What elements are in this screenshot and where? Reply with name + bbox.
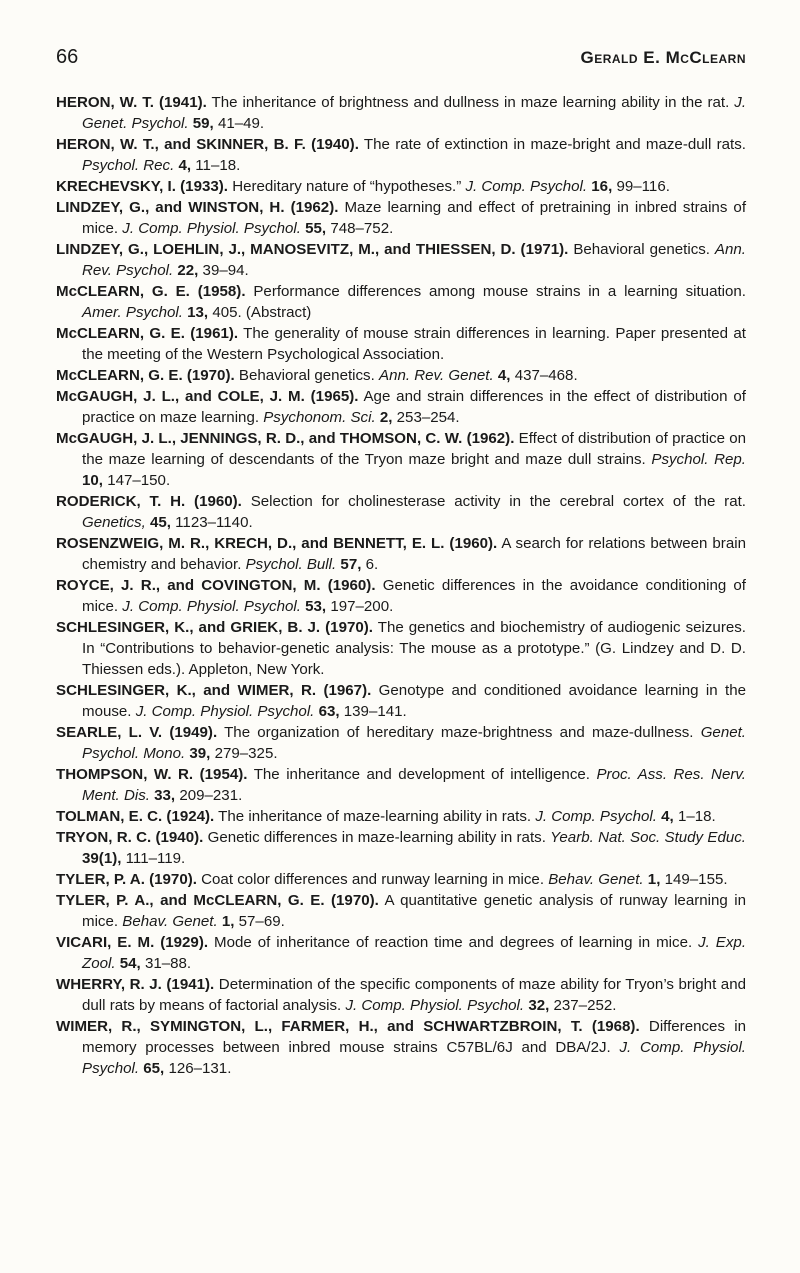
reference-journal: J. Comp. Physiol. Psychol. xyxy=(135,703,315,720)
reference-title: Behavioral genetics. xyxy=(238,367,375,384)
reference-authors: McCLEARN, G. E. xyxy=(56,325,185,342)
reference-title: Determination of the specific components of maze ability for Tryon’s bright and dull rats by means of factorial analysis. xyxy=(82,976,746,1014)
reference-year: (1941). xyxy=(158,94,207,111)
reference-entry xyxy=(56,827,746,869)
reference-year: (1940). xyxy=(155,829,204,846)
reference-title: Mode of inheritance of reaction time and degrees of learning in mice. xyxy=(214,934,693,951)
reference-year: (1970). xyxy=(186,367,235,384)
reference-year: (1924). xyxy=(166,808,215,825)
reference-volume: 57, xyxy=(340,556,362,573)
reference-journal: Yearb. Nat. Soc. Study Educ. xyxy=(550,829,746,846)
reference-title: The inheritance and development of intelligence. xyxy=(253,766,590,783)
reference-entry xyxy=(56,617,746,680)
reference-pages: 437–468. xyxy=(514,367,578,384)
reference-volume: 16, xyxy=(591,178,613,195)
reference-title: Hereditary nature of “hypotheses.” xyxy=(232,178,462,195)
reference-title: The rate of extinction in maze-bright and maze-dull rats. xyxy=(363,136,746,153)
reference-year: (1971). xyxy=(520,241,569,258)
reference-authors: WHERRY, R. J. xyxy=(56,976,162,993)
reference-authors: ROYCE, J. R., and COVINGTON, M. xyxy=(56,577,321,594)
reference-volume: 39(1), xyxy=(82,850,122,867)
reference-pages: 57–69. xyxy=(238,913,285,930)
reference-pages: 279–325. xyxy=(214,745,278,762)
reference-title: Differences in memory processes between inbred mouse strains C57BL/6J and DBA/2J. xyxy=(82,1018,746,1056)
reference-authors: SCHLESINGER, K., and WIMER, R. xyxy=(56,682,317,699)
reference-year: (1970). xyxy=(149,871,197,888)
reference-pages: 237–252. xyxy=(553,997,617,1014)
reference-authors: TOLMAN, E. C. xyxy=(56,808,163,825)
reference-authors: VICARI, E. M. xyxy=(56,934,155,951)
reference-authors: KRECHEVSKY, I. xyxy=(56,178,176,195)
reference-authors: SCHLESINGER, K., and GRIEK, B. J. xyxy=(56,619,321,636)
reference-pages: 126–131. xyxy=(168,1060,232,1077)
reference-volume: 1, xyxy=(221,913,235,930)
reference-volume: 55, xyxy=(305,220,327,237)
book-page xyxy=(56,46,746,1079)
reference-volume: 4, xyxy=(497,367,511,384)
reference-authors: ROSENZWEIG, M. R., KRECH, D., and BENNETT, E. L. xyxy=(56,535,445,552)
reference-title: Effect of distribution of practice on the maze learning of descendants of the Tryon maze bright and maze dull strains. xyxy=(82,430,746,468)
reference-authors: LINDZEY, G., LOEHLIN, J., MANOSEVITZ, M., and THIESSEN, D. xyxy=(56,241,516,258)
reference-authors: McGAUGH, J. L., JENNINGS, R. D., and THOMSON, C. W. xyxy=(56,430,463,447)
reference-entry xyxy=(56,806,746,827)
reference-pages: 405. (Abstract) xyxy=(212,304,312,321)
reference-entry xyxy=(56,428,746,491)
reference-pages: 1–18. xyxy=(677,808,716,825)
reference-pages: 111–119. xyxy=(125,850,186,867)
reference-title: Coat color differences and runway learning in mice. xyxy=(201,871,545,888)
reference-entry xyxy=(56,1016,746,1079)
reference-pages: 209–231. xyxy=(179,787,243,804)
reference-entry xyxy=(56,974,746,1016)
reference-list xyxy=(56,92,746,1079)
reference-journal: J. Comp. Physiol. Psychol. xyxy=(122,598,301,615)
reference-journal: J. Comp. Physiol. Psychol. xyxy=(122,220,301,237)
reference-authors: WIMER, R., SYMINGTON, L., FARMER, H., and SCHWARTZBROIN, T. xyxy=(56,1018,583,1035)
reference-year: (1958). xyxy=(197,283,246,300)
reference-volume: 2, xyxy=(379,409,393,426)
reference-title: The generality of mouse strain differences in learning. Paper presented at the meeting of the Western Psychological Association. xyxy=(82,325,746,363)
reference-year: (1965). xyxy=(310,388,359,405)
reference-entry xyxy=(56,680,746,722)
running-head: Gerald E. McClearn xyxy=(580,48,746,67)
reference-volume: 4, xyxy=(178,157,192,174)
reference-journal: J. Comp. Psychol. xyxy=(465,178,588,195)
reference-pages: 197–200. xyxy=(330,598,394,615)
reference-title: The inheritance of brightness and dullness in maze learning ability in the rat. xyxy=(211,94,730,111)
reference-pages: 1123–1140. xyxy=(175,514,253,531)
reference-journal: Genetics, xyxy=(82,514,146,531)
reference-journal: Amer. Psychol. xyxy=(82,304,183,321)
reference-title: Genetic differences in the avoidance conditioning of mice. xyxy=(82,577,746,615)
reference-journal: Psychonom. Sci. xyxy=(263,409,376,426)
reference-entry xyxy=(56,533,746,575)
reference-title: The inheritance of maze-learning ability in rats. xyxy=(218,808,532,825)
reference-authors: McCLEARN, G. E. xyxy=(56,367,183,384)
reference-year: (1961). xyxy=(190,325,239,342)
reference-volume: 65, xyxy=(143,1060,165,1077)
reference-pages: 39–94. xyxy=(202,262,249,279)
reference-authors: TYLER, P. A., and McCLEARN, G. E. xyxy=(56,892,325,909)
reference-entry xyxy=(56,575,746,617)
reference-authors: THOMPSON, W. R. xyxy=(56,766,194,783)
reference-entry xyxy=(56,197,746,239)
reference-authors: SEARLE, L. V. xyxy=(56,724,163,741)
reference-year: (1933). xyxy=(180,178,228,195)
reference-journal: J. Comp. Psychol. xyxy=(535,808,657,825)
reference-authors: RODERICK, T. H. xyxy=(56,493,186,510)
reference-year: (1970). xyxy=(331,892,379,909)
reference-title: Genetic differences in maze-learning ability in rats. xyxy=(207,829,546,846)
reference-entry xyxy=(56,491,746,533)
reference-pages: 31–88. xyxy=(144,955,192,972)
reference-volume: 39, xyxy=(189,745,211,762)
reference-pages: 147–150. xyxy=(107,472,171,489)
page-header xyxy=(56,46,746,74)
reference-title: Maze learning and effect of pretraining in inbred strains of mice. xyxy=(82,199,747,237)
reference-entry xyxy=(56,176,746,197)
reference-year: (1929). xyxy=(160,934,209,951)
reference-entry xyxy=(56,281,746,323)
reference-entry xyxy=(56,932,746,974)
reference-pages: 99–116. xyxy=(616,178,670,195)
reference-volume: 13, xyxy=(187,304,209,321)
reference-journal: Ann. Rev. Psychol. xyxy=(82,241,746,279)
reference-pages: 149–155. xyxy=(664,871,728,888)
reference-authors: McGAUGH, J. L., and COLE, J. M. xyxy=(56,388,305,405)
reference-volume: 59, xyxy=(192,115,214,132)
reference-volume: 10, xyxy=(82,472,103,489)
reference-entry xyxy=(56,386,746,428)
reference-volume: 32, xyxy=(528,997,550,1014)
reference-authors: TRYON, R. C. xyxy=(56,829,152,846)
reference-year: (1968). xyxy=(591,1018,640,1035)
reference-authors: HERON, W. T. xyxy=(56,94,154,111)
reference-year: (1940). xyxy=(311,136,359,153)
reference-year: (1941). xyxy=(166,976,215,993)
reference-volume: 22, xyxy=(177,262,199,279)
reference-title: Behavioral genetics. xyxy=(573,241,710,258)
reference-entry xyxy=(56,323,746,365)
reference-pages: 11–18. xyxy=(195,157,241,174)
reference-title: A search for relations between brain chemistry and behavior. xyxy=(82,535,746,573)
reference-journal: Genet. Psychol. Mono. xyxy=(82,724,746,762)
reference-year: (1962). xyxy=(290,199,339,216)
reference-journal: J. Comp. Physiol. Psychol. xyxy=(345,997,525,1014)
reference-pages: 748–752. xyxy=(330,220,394,237)
reference-authors: LINDZEY, G., and WINSTON, H. xyxy=(56,199,285,216)
reference-title: Selection for cholinesterase activity in the cerebral cortex of the rat. xyxy=(250,493,746,510)
reference-title: A quantitative genetic analysis of runway learning in mice. xyxy=(82,892,746,930)
reference-entry xyxy=(56,722,746,764)
reference-year: (1954). xyxy=(199,766,248,783)
reference-volume: 53, xyxy=(305,598,327,615)
reference-title: The genetics and biochemistry of audiogenic seizures. In “Contributions to behavior-genetic analysis: The mouse as a prototype.” (G. Lindzey and D. D. Thiessen eds.). Appleton, New York. xyxy=(82,619,746,678)
reference-pages: 253–254. xyxy=(396,409,460,426)
reference-volume: 45, xyxy=(149,514,171,531)
page-number: 66 xyxy=(56,46,79,68)
reference-pages: 6. xyxy=(365,556,379,573)
reference-authors: TYLER, P. A. xyxy=(56,871,145,888)
reference-journal: Behav. Genet. xyxy=(122,913,218,930)
reference-volume: 54, xyxy=(119,955,141,972)
reference-entry xyxy=(56,92,746,134)
reference-journal: J. Genet. Psychol. xyxy=(82,94,747,132)
reference-volume: 63, xyxy=(318,703,340,720)
reference-journal: J. Exp. Zool. xyxy=(82,934,747,972)
reference-entry xyxy=(56,890,746,932)
reference-title: Genotype and conditioned avoidance learning in the mouse. xyxy=(82,682,746,720)
reference-journal: Behav. Genet. xyxy=(548,871,644,888)
reference-entry xyxy=(56,869,746,890)
reference-journal: Proc. Ass. Res. Nerv. Ment. Dis. xyxy=(82,766,746,804)
reference-journal: Psychol. Rec. xyxy=(82,157,175,174)
reference-pages: 41–49. xyxy=(217,115,265,132)
reference-journal: Ann. Rev. Genet. xyxy=(379,367,494,384)
reference-title: The organization of hereditary maze-brightness and maze-dullness. xyxy=(224,724,694,741)
reference-year: (1962). xyxy=(466,430,515,447)
reference-volume: 1, xyxy=(647,871,661,888)
reference-entry xyxy=(56,239,746,281)
reference-entry xyxy=(56,365,746,386)
reference-pages: 139–141. xyxy=(343,703,407,720)
reference-authors: McCLEARN, G. E. xyxy=(56,283,190,300)
reference-year: (1949). xyxy=(169,724,218,741)
reference-journal: J. Comp. Physiol. Psychol. xyxy=(82,1039,746,1077)
reference-journal: Psychol. Bull. xyxy=(245,556,337,573)
reference-title: Age and strain differences in the effect of distribution of practice on maze learning. xyxy=(82,388,746,426)
reference-year: (1960). xyxy=(327,577,376,594)
reference-authors: HERON, W. T., and SKINNER, B. F. xyxy=(56,136,306,153)
reference-entry xyxy=(56,764,746,806)
reference-year: (1970). xyxy=(325,619,373,636)
reference-year: (1967). xyxy=(323,682,372,699)
reference-year: (1960). xyxy=(449,535,498,552)
reference-journal: Psychol. Rep. xyxy=(651,451,746,468)
reference-volume: 33, xyxy=(154,787,176,804)
reference-volume: 4, xyxy=(661,808,674,825)
reference-title: Performance differences among mouse strains in a learning situation. xyxy=(253,283,747,300)
reference-year: (1960). xyxy=(194,493,242,510)
reference-entry xyxy=(56,134,746,176)
